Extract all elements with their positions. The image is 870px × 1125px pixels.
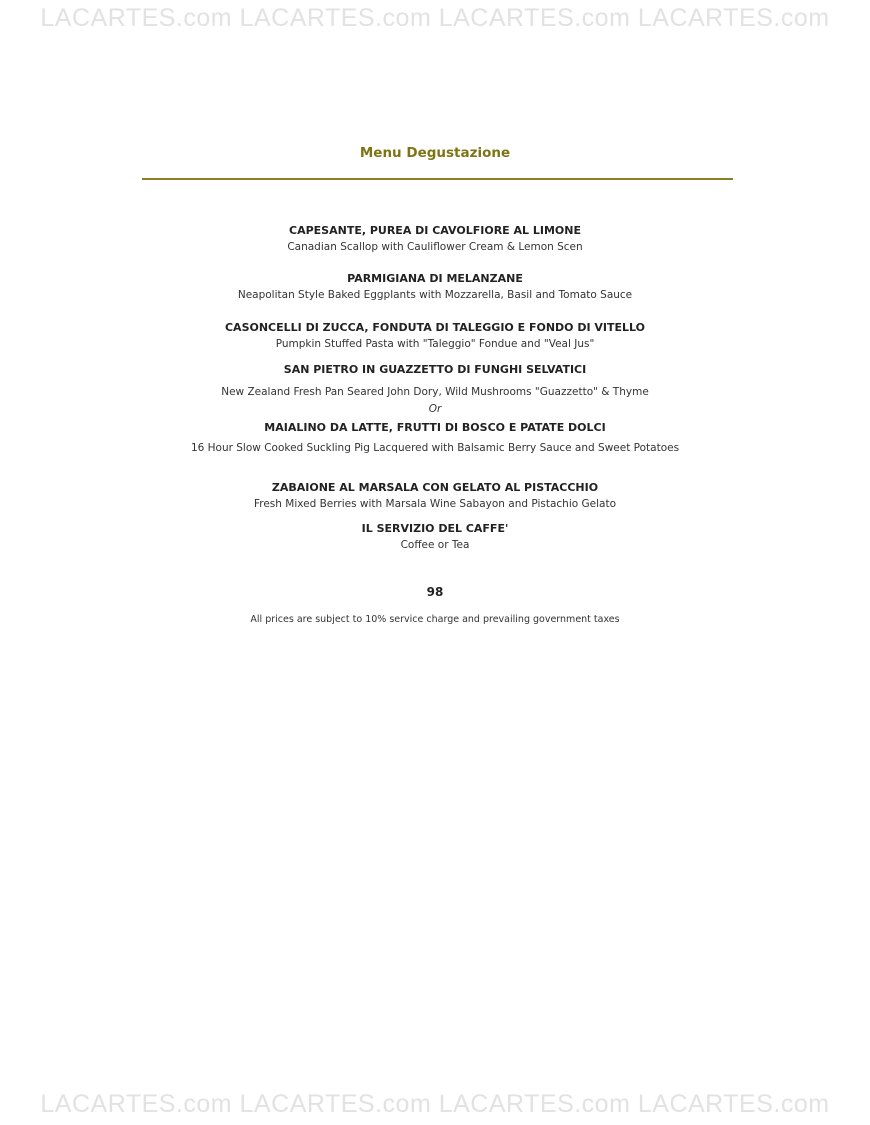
course-name: PARMIGIANA DI MELANZANE [347, 272, 523, 285]
course-description: 16 Hour Slow Cooked Suckling Pig Lacquered with Balsamic Berry Sauce and Sweet Potatoes [190, 442, 680, 454]
course-1 [0, 223, 870, 255]
course-4 [0, 362, 870, 400]
course-description: Neapolitan Style Baked Eggplants with Mozzarella, Basil and Tomato Sauce [237, 289, 633, 301]
course-description: Canadian Scallop with Cauliflower Cream & Lemon Scen [287, 241, 583, 253]
menu-price: 98 [426, 585, 444, 599]
or-separator: Or [428, 403, 442, 415]
course-description: New Zealand Fresh Pan Seared John Dory, Wild Mushrooms "Guazzetto" & Thyme [221, 386, 649, 398]
course-name: CAPESANTE, PUREA DI CAVOLFIORE AL LIMONE [289, 224, 581, 237]
watermark-top: LACARTES.com LACARTES.com LACARTES.com LACARTES.com [40, 4, 830, 32]
course-2 [0, 271, 870, 303]
course-description: Fresh Mixed Berries with Marsala Wine Sabayon and Pistachio Gelato [253, 498, 616, 510]
course-description: Pumpkin Stuffed Pasta with "Taleggio" Fondue and "Veal Jus" [275, 338, 595, 350]
course-name: CASONCELLI DI ZUCCA, FONDUTA DI TALEGGIO E FONDO DI VITELLO [224, 321, 645, 334]
course-5 [0, 420, 870, 456]
course-6 [0, 480, 870, 512]
menu-title: Menu Degustazione [359, 145, 511, 161]
price-footnote: All prices are subject to 10% service charge and prevailing government taxes [250, 614, 620, 625]
watermark-bottom: LACARTES.com LACARTES.com LACARTES.com LACARTES.com [40, 1090, 830, 1118]
course-description: Coffee or Tea [400, 539, 470, 551]
title-divider [142, 178, 733, 180]
course-name: IL SERVIZIO DEL CAFFE' [361, 522, 509, 535]
course-3 [0, 320, 870, 352]
course-7 [0, 521, 870, 553]
course-name: SAN PIETRO IN GUAZZETTO DI FUNGHI SELVATICI [283, 363, 587, 376]
course-name: MAIALINO DA LATTE, FRUTTI DI BOSCO E PATATE DOLCI [264, 421, 606, 434]
course-name: ZABAIONE AL MARSALA CON GELATO AL PISTACCHIO [271, 481, 599, 494]
